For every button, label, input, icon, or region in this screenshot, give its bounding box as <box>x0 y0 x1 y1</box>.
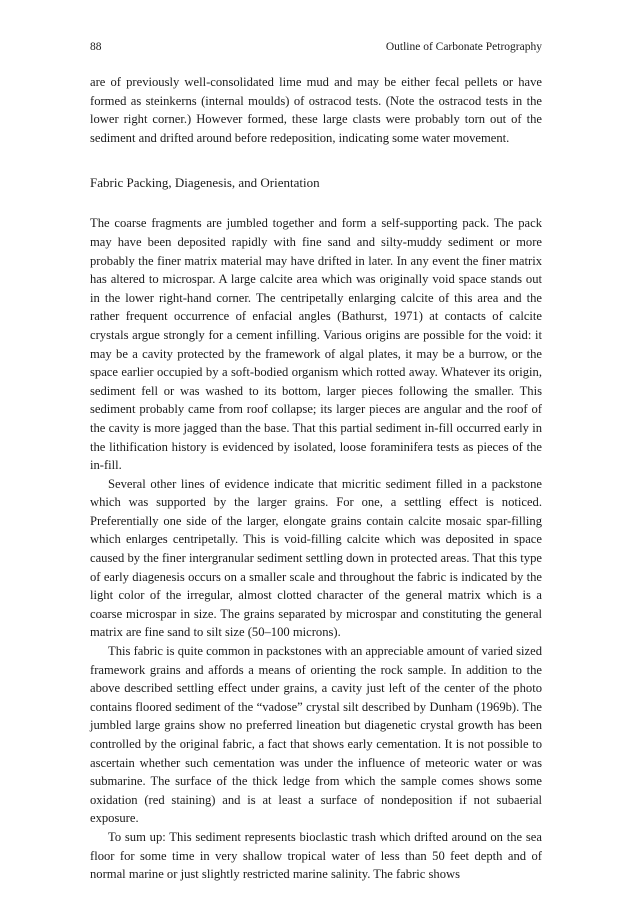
book-page <box>90 40 542 884</box>
section-heading: Fabric Packing, Diagenesis, and Orientation <box>90 175 320 191</box>
body-text <box>90 73 542 884</box>
paragraph-summary: To sum up: This sediment represents bioclastic trash which drifted around on the sea floor for some time in very shallow tropical water of less than 50 feet depth and of normal marine or just slightly restricted marine salinity. The fabric shows <box>90 829 542 882</box>
paragraph-fabric-packing: The coarse fragments are jumbled together and form a self-supporting pack. The pack may have been deposited rapidly with fine sand and silty-muddy sediment or more probably the finer matrix material may have drifted in later. In any event the finer matrix has altered to microspar. A large calcite area which was originally void space stands out in the lower right-hand corner. The centripetally enlarging calcite of this area and the rather frequent occurrence of enfacial angles (Bathurst, 1971) at contacts of calcite crystals argue strongly for a cement infilling. Various origins are possible for the void: it may be a cavity protected by the framework of algal plates, it may be a burrow, or the space earlier occupied by a soft-bodied organism which rotted away. Whatever its origin, sediment fell or was washed to its bottom, larger pieces following the smaller. This sediment probably came from roof collapse; its larger pieces are angular and the roof of the cavity is more jagged than the base. That this partial sediment in-fill occurred early in the lithification history is evidenced by isolated, loose foraminifera tests as pieces of the in-fill. <box>90 216 542 473</box>
paragraph-orientation: This fabric is quite common in packstones with an appreciable amount of varied sized framework grains and affords a means of orienting the rock sample. In addition to the above described settling effect under grains, a cavity just left of the center of the photo contains floored sediment of the “vadose” crystal silt described by Dunham (1969b). The jumbled large grains show no preferred lineation but diagenetic crystal growth has been controlled by the original fabric, a fact that shows early cementation. It is not possible to ascertain whether such cementation was under the influence of meteoric water or was submarine. The surface of the thick ledge from which the sample comes shows some oxidation (red staining) and is at least a surface of nondeposition if not subaerial exposure. <box>90 644 542 826</box>
running-head <box>90 40 542 54</box>
running-title: Outline of Carbonate Petrography <box>385 41 542 53</box>
intro-paragraph: are of previously well-consolidated lime mud and may be either fecal pellets or have formed as steinkerns (internal moulds) of ostracod tests. (Note the ostracod tests in the lower right corner.) However formed, these large clasts were probably torn out of the sediment and drifted around before redeposition, indicating some water movement. <box>90 75 542 145</box>
paragraph-evidence: Several other lines of evidence indicate that micritic sediment filled in a packstone which was supported by the larger grains. For one, a settling effect is noticed. Preferentially one side of the larger, elongate grains contain calcite mosaic spar-filling which enlarges centripetally. This is void-filling calcite which was deposited in space caused by the finer intergranular sediment settling down in protected areas. That this type of early diagenesis occurs on a smaller scale and throughout the fabric is indicated by the light color of the irregular, almost clotted character of the general matrix which is a coarse microspar in size. The grains separated by microspar and constituting the general matrix are fine sand to silt size (50–100 microns). <box>90 476 542 640</box>
page-number: 88 <box>90 41 102 53</box>
